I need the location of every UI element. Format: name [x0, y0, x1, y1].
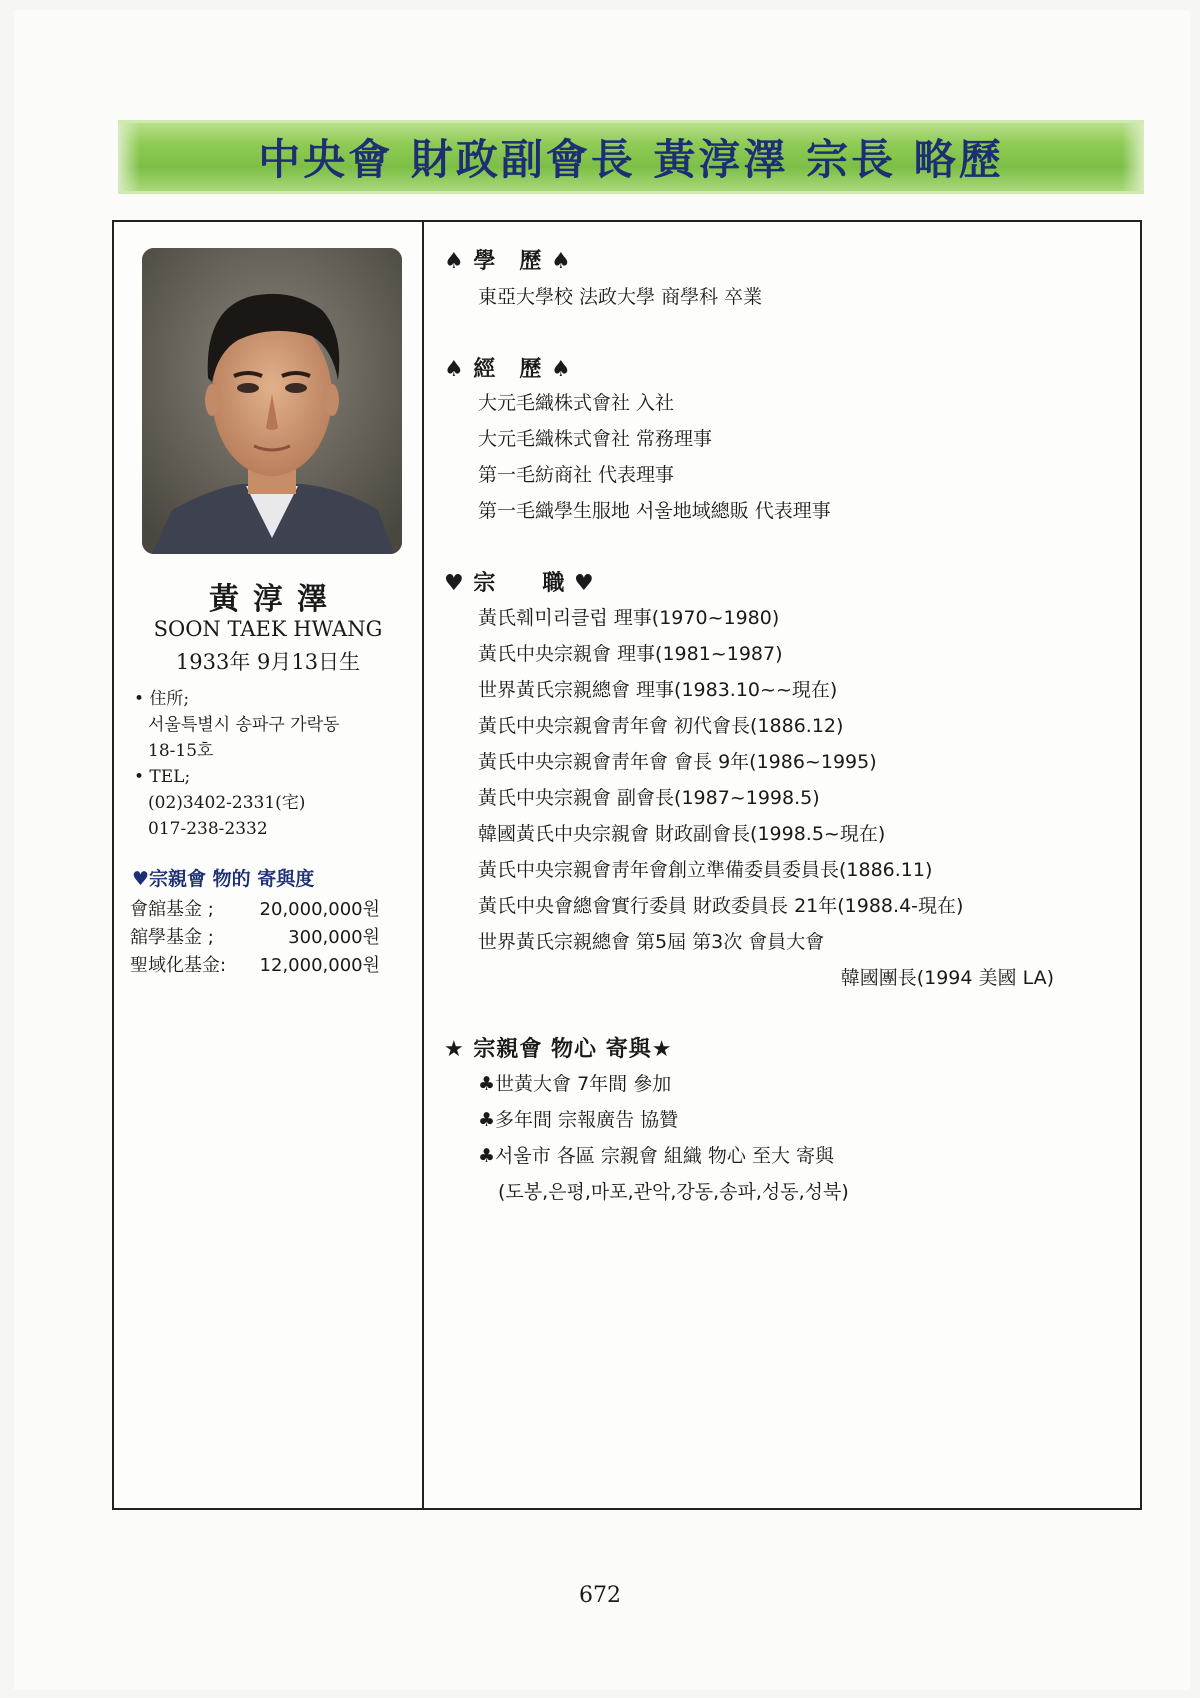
address-line: 18-15호 — [148, 741, 214, 761]
donation-amount: 300,000원 — [288, 927, 380, 948]
clan-roles-heading: ♥ 宗 職 ♥ — [444, 571, 595, 596]
name-hanja: 黃淳澤 — [209, 582, 341, 617]
column-divider — [422, 222, 424, 1508]
clan-role-item: 黃氏中央宗親會 理事(1981~1987) — [478, 643, 783, 665]
contribution-item: ♣世黃大會 7年間 參加 — [478, 1073, 672, 1095]
page-title: 中央會 財政副會長 黃淳澤 宗長 略歷 — [258, 135, 1004, 184]
name-roman: SOON TAEK HWANG — [153, 617, 383, 641]
donation-label: 聖域化基金: — [130, 955, 227, 976]
clan-role-item: 黃氏中央宗親會靑年會創立準備委員委員長(1886.11) — [478, 859, 933, 881]
donation-row — [130, 924, 380, 952]
donation-amount: 12,000,000원 — [259, 955, 380, 976]
clan-role-item: 黃氏훼미리클럽 理事(1970~1980) — [478, 607, 780, 629]
clan-role-item: 韓國黃氏中央宗親會 財政副會長(1998.5~現在) — [478, 823, 886, 845]
contact-block — [134, 686, 414, 842]
clan-role-item: 韓國團長(1994 美國 LA) — [840, 967, 1054, 989]
tel-line: 017-238-2332 — [148, 819, 268, 839]
education-heading: ♠ 學 歷 ♠ — [444, 249, 572, 274]
career-item: 大元毛織株式會社 常務理事 — [478, 428, 713, 450]
tel-line: (02)3402-2331(宅) — [148, 793, 306, 813]
portrait-photo — [142, 248, 402, 554]
birthdate: 1933年 9月13日生 — [175, 650, 361, 674]
career-item: 第一毛織學生服地 서울地域總販 代表理事 — [478, 500, 831, 522]
clan-role-item: 黃氏中央宗親會靑年會 會長 9年(1986~1995) — [478, 751, 877, 773]
career-item: 大元毛織株式會社 入社 — [478, 392, 675, 414]
clan-role-item: 黃氏中央宗親會 副會長(1987~1998.5) — [478, 787, 820, 809]
clan-role-item: 黃氏中央會總會實行委員 財政委員長 21年(1988.4-現在) — [478, 895, 964, 917]
donation-label: 舘學基金 ; — [130, 927, 214, 948]
donation-amount: 20,000,000원 — [259, 899, 380, 920]
contribution-item: ♣多年間 宗報廣告 協贊 — [478, 1109, 679, 1131]
donation-row — [130, 952, 380, 980]
profile-box — [112, 220, 1142, 1510]
clan-role-item: 世界黃氏宗親總會 理事(1983.10~~現在) — [478, 679, 838, 701]
clan-role-item: 世界黃氏宗親總會 第5屆 第3次 會員大會 — [478, 931, 825, 953]
page-number: 672 — [579, 1583, 621, 1608]
contribution-item: (도봉,은평,마포,관악,강동,송파,성동,성북) — [498, 1181, 849, 1203]
address-line: 서울특별시 송파구 가락동 — [148, 715, 340, 735]
career-item: 第一毛紡商社 代表理事 — [478, 464, 675, 486]
contribution-item: ♣서울市 各區 宗親會 組織 物心 至大 寄與 — [478, 1145, 834, 1167]
contributions-heading: ★ 宗親會 物心 寄與★ — [444, 1037, 673, 1062]
donation-label: 會舘基金 ; — [130, 899, 214, 920]
title-banner — [118, 120, 1144, 194]
donation-table — [130, 896, 380, 980]
address-label: • 住所; — [134, 689, 190, 709]
clan-role-item: 黃氏中央宗親會靑年會 初代會長(1886.12) — [478, 715, 844, 737]
donation-row — [130, 896, 380, 924]
donation-title: ♥宗親會 物的 寄與度 — [132, 868, 315, 890]
education-item: 東亞大學校 法政大學 商學科 卒業 — [478, 286, 763, 308]
tel-label: • TEL; — [134, 767, 191, 787]
career-heading: ♠ 經 歷 ♠ — [444, 357, 572, 382]
